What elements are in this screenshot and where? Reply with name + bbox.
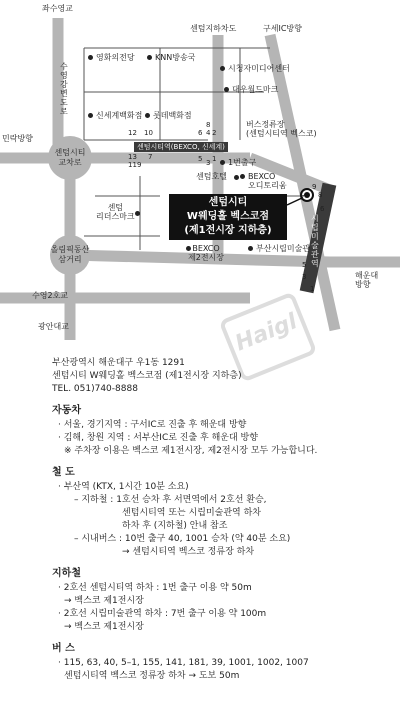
address-line1: 부산광역시 해운대구 우1동 1291 [52, 358, 185, 368]
place-dot-bexco-aud [240, 174, 245, 179]
venue-line3: (제1전시장 지하층) [184, 225, 272, 236]
watermark-text: Haigl [231, 309, 301, 357]
venue-line1: 센텀시티 [208, 197, 248, 208]
exit-6: 6 [198, 129, 203, 137]
place-dot-knn [147, 55, 152, 60]
subway-line2: → 벡스코 제1전시장 [64, 596, 144, 606]
road-label-top-right: 구세IC방향 [263, 24, 302, 33]
art-exit-5: 5 [302, 261, 307, 269]
map-roads [0, 0, 400, 340]
rail-line2: – 지하철 : 1호선 승차 후 서면역에서 2호선 환승, [74, 495, 267, 505]
road-label-left-vertical: 수영강변도로 [60, 62, 68, 116]
place-dot-ridisu [135, 211, 140, 216]
road-label-top-left: 좌수영교 [42, 4, 73, 13]
section-rail-title: 철 도 [52, 467, 75, 478]
place-hotel: 센텀호텔 [196, 172, 227, 181]
art-exit-7: 7 [300, 194, 305, 202]
place-dot-exit1 [220, 160, 225, 165]
car-line2: · 김해, 창원 지역 : 서부산IC로 진출 후 해운대 방향 [58, 433, 258, 443]
rail-line6: → 센텀시티역 벡스코 정류장 하차 [122, 547, 255, 557]
exit-8: 8 [206, 121, 211, 129]
place-lotte: 롯데백화점 [153, 111, 192, 120]
place-dot-cheongsa [220, 66, 225, 71]
road-label-bottom-left: 수영2호교 [32, 291, 69, 300]
place-shinsegae: 신세계백화점 [96, 111, 143, 120]
exit-2: 2 [212, 129, 217, 137]
place-ridisu: 센텀 리더스마크 [96, 203, 135, 221]
exit-10: 10 [144, 129, 153, 137]
car-line1: · 서울, 경기지역 : 구서IC로 진출 후 해운대 방향 [58, 420, 247, 430]
place-knn: KNN방송국 [155, 53, 196, 62]
road-label-left: 민락방향 [2, 134, 33, 143]
exit-9: 9 [137, 161, 142, 169]
subway-line3: · 2호선 시립미술관역 하차 : 7번 출구 이용 약 100m [58, 609, 267, 619]
car-line3: ※ 주차장 이용은 벡스코 제1전시장, 제2전시장 모두 가능합니다. [64, 446, 318, 456]
road-label-bottom: 광안대교 [38, 322, 69, 331]
road-label-right: 해운대 방향 [355, 271, 379, 289]
rail-line3: 센텀시티역 또는 시립미술관역 하차 [122, 508, 261, 518]
art-exit-3: 3 [302, 273, 307, 281]
intersection-label-olympic: 올림픽동산 삼거리 [50, 245, 90, 264]
place-daewoo: 대우월드마크 [232, 85, 279, 94]
place-dot-hotel [234, 175, 239, 180]
section-car-title: 자동차 [52, 405, 81, 416]
section-subway-title: 지하철 [52, 568, 81, 579]
road-label-top-mid: 센텀지하차도 [190, 24, 237, 33]
place-bus-stop: 버스정류장 (센텀시티역 벡스코) [246, 120, 317, 138]
exit-12: 12 [128, 129, 137, 137]
exit-11: 11 [128, 161, 137, 169]
address-line2: 센텀시티 W웨딩홀 벡스코점 (제1전시장 지하층) [52, 371, 242, 381]
place-dot-yeonghwa [88, 55, 93, 60]
venue-box [169, 194, 287, 240]
place-yeonghwa: 영화의전당 [96, 53, 135, 62]
section-bus-title: 버 스 [52, 643, 75, 654]
place-cheongsa: 시청자미디어센터 [228, 64, 290, 73]
bus-line2: 센텀시티역 벡스코 정류장 하차 → 도보 50m [64, 671, 240, 681]
place-bexco2: BEXCO 제2전시장 [188, 244, 225, 262]
station-centum: 센텀시티역(BEXCO, 신세계) [134, 142, 228, 152]
art-exit-6: 6 [320, 205, 325, 213]
exit-4: 4 [206, 129, 211, 137]
exit-5: 5 [198, 155, 203, 163]
place-bexco-aud: BEXCO 오디토리움 [248, 172, 287, 190]
subway-line1: · 2호선 센텀시티역 하차 : 1번 출구 이용 약 50m [58, 583, 252, 593]
exit-13: 13 [128, 153, 137, 161]
station-art-museum: 시립미술관역 [311, 214, 319, 268]
art-exit-8: 8 [318, 191, 323, 199]
place-dot-busan-art [248, 246, 253, 251]
location-map [0, 0, 400, 340]
exit-1: 1 [212, 155, 217, 163]
directions-info [52, 357, 392, 683]
rail-line5: – 시내버스 : 10번 출구 40, 1001 승차 (약 40분 소요) [74, 534, 291, 544]
rail-line1: · 부산역 (KTX, 1시간 10분 소요) [58, 482, 189, 492]
subway-line4: → 벡스코 제1전시장 [64, 622, 144, 632]
art-exit-1: 1 [310, 285, 315, 293]
place-dot-shinsegae [88, 113, 93, 118]
venue-line2: W웨딩홀 벡스코점 [186, 211, 270, 222]
exit-3: 3 [206, 159, 211, 167]
rail-line4: 하차 후 (지하철) 안내 참조 [122, 521, 228, 531]
exit-7: 7 [148, 153, 153, 161]
art-exit-9: 9 [312, 183, 317, 191]
place-busan-art: 부산시립미술관 [256, 244, 311, 253]
place-dot-lotte [145, 113, 150, 118]
place-dot-daewoo [224, 87, 229, 92]
telephone: TEL. 051)740-8888 [52, 384, 138, 394]
bus-line1: · 115, 63, 40, 5–1, 155, 141, 181, 39, 1001, 1002, 1007 [58, 658, 309, 668]
intersection-label-centum: 센텀시티 교차로 [54, 148, 86, 167]
place-exit1: 1번출구 [228, 158, 257, 167]
